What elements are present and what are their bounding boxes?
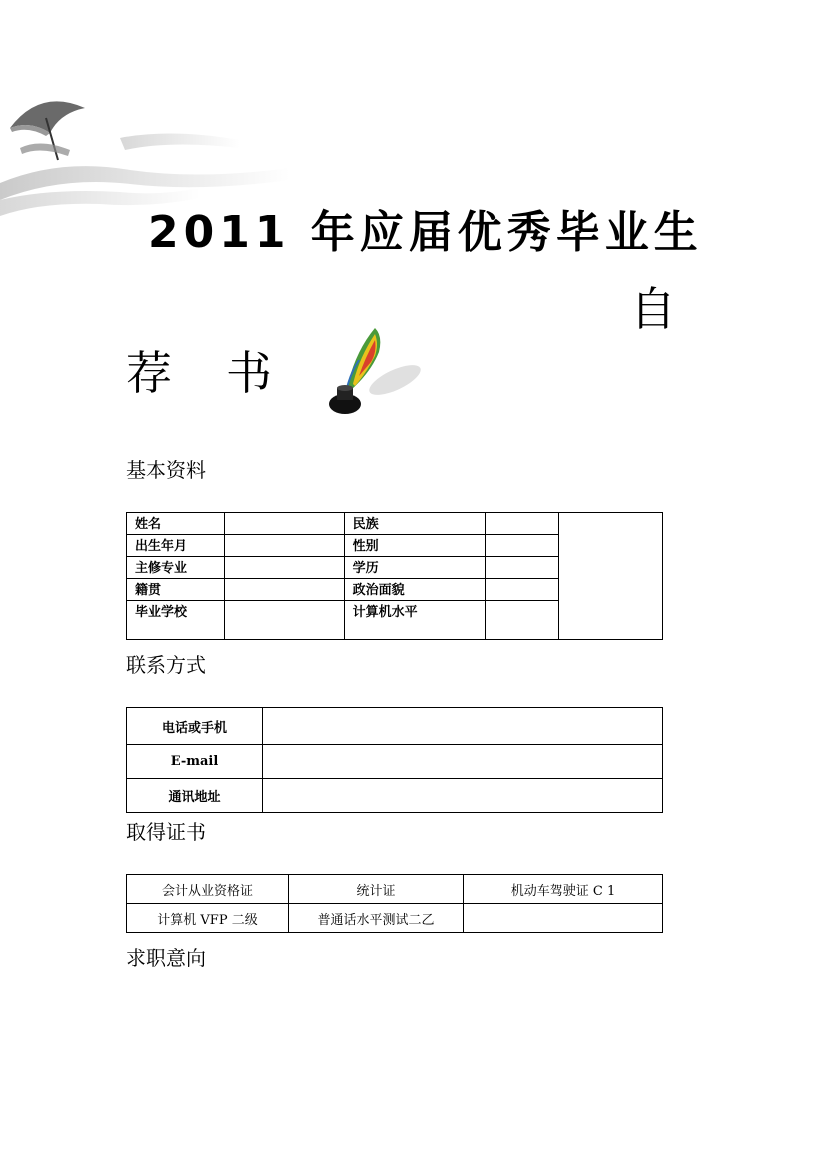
hometown-value (224, 579, 344, 601)
address-label: 通讯地址 (127, 779, 263, 813)
school-label: 毕业学校 (127, 601, 225, 640)
hometown-label: 籍贯 (127, 579, 225, 601)
school-value (224, 601, 344, 640)
table-row (127, 904, 663, 933)
computer-label: 计算机水平 (344, 601, 486, 640)
photo-cell (559, 513, 663, 640)
table-row (127, 513, 663, 535)
education-value (486, 557, 559, 579)
section-certificates: 取得证书 (126, 820, 206, 844)
cert-item: 计算机 VFP 二级 (127, 904, 289, 933)
quill-inkwell-icon (325, 322, 425, 418)
section-contact: 联系方式 (126, 653, 206, 677)
email-label: E-mail (127, 745, 263, 779)
cert-item: 会计从业资格证 (127, 875, 289, 904)
ethnicity-label: 民族 (344, 513, 486, 535)
page-title: 2011 年应届优秀毕业生 (148, 207, 703, 258)
birth-value (224, 535, 344, 557)
phone-label: 电话或手机 (127, 708, 263, 745)
major-label: 主修专业 (127, 557, 225, 579)
section-job-intent: 求职意向 (126, 946, 206, 970)
section-basic-info: 基本资料 (126, 458, 206, 482)
address-value (263, 779, 663, 813)
cert-item: 统计证 (289, 875, 464, 904)
cert-item (464, 904, 663, 933)
cert-item: 普通话水平测试二乙 (289, 904, 464, 933)
table-row (127, 745, 663, 779)
computer-value (486, 601, 559, 640)
certificates-table (126, 874, 663, 933)
political-label: 政治面貌 (344, 579, 486, 601)
contact-table (126, 707, 663, 813)
name-label: 姓名 (127, 513, 225, 535)
cert-item: 机动车驾驶证 C 1 (464, 875, 663, 904)
table-row (127, 708, 663, 745)
gender-value (486, 535, 559, 557)
table-row (127, 875, 663, 904)
title-char-zi: 自 (630, 282, 676, 336)
ethnicity-value (486, 513, 559, 535)
major-value (224, 557, 344, 579)
name-value (224, 513, 344, 535)
education-label: 学历 (344, 557, 486, 579)
political-value (486, 579, 559, 601)
phone-value (263, 708, 663, 745)
basic-info-table (126, 512, 663, 640)
gender-label: 性别 (344, 535, 486, 557)
email-value (263, 745, 663, 779)
title-char-shu: 书 (226, 346, 272, 400)
title-char-jian: 荐 (126, 346, 172, 400)
table-row (127, 779, 663, 813)
birth-label: 出生年月 (127, 535, 225, 557)
